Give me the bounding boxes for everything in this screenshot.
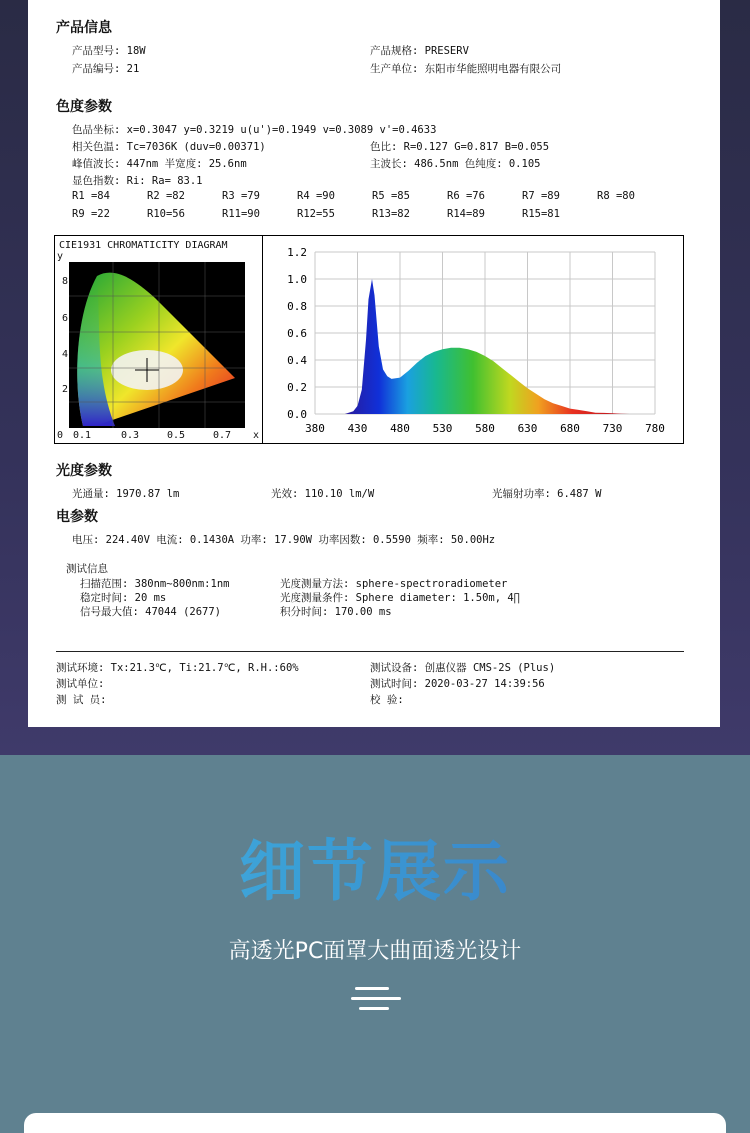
cie-x-tick: 0.1 bbox=[73, 430, 92, 441]
product-maker: 生产单位: 东阳市华能照明电器有限公司 bbox=[370, 63, 562, 75]
cri-value: R14=89 bbox=[447, 208, 485, 220]
x-tick-label: 380 bbox=[305, 422, 325, 435]
cie-x-tick: 0.5 bbox=[167, 430, 186, 441]
radiant-power: 光辐射功率: 6.487 W bbox=[492, 488, 602, 500]
test-report-sheet bbox=[28, 0, 720, 727]
product-model: 产品型号: 18W bbox=[72, 45, 146, 57]
chromaticity-coords: 色品坐标: x=0.3047 y=0.3219 u(u')=0.1949 v=0.3089 v'=0.4633 bbox=[72, 124, 437, 136]
y-tick-label: 0.8 bbox=[287, 300, 307, 313]
x-tick-label: 580 bbox=[475, 422, 495, 435]
cri-value: R2 =82 bbox=[147, 190, 185, 202]
test-info-title: 测试信息 bbox=[66, 563, 108, 575]
x-tick-label: 430 bbox=[347, 422, 368, 435]
cri-value: R1 =84 bbox=[72, 190, 110, 202]
product-info-title: 产品信息 bbox=[56, 20, 112, 36]
y-tick-label: 0.0 bbox=[287, 408, 307, 421]
color-ratio-line: 色比: R=0.127 G=0.817 B=0.055 bbox=[370, 141, 550, 153]
cie-x-axis-label: x bbox=[253, 430, 260, 441]
cct-line: 相关色温: Tc=7036K (duv=0.00371) bbox=[72, 141, 266, 153]
settle-time: 稳定时间: 20 ms bbox=[80, 592, 167, 604]
footer-divider bbox=[56, 651, 684, 652]
signal-max: 信号最大值: 47044 (2677) bbox=[80, 606, 222, 618]
cie-diagram bbox=[54, 235, 264, 444]
product-spec: 产品规格: PRESERV bbox=[370, 45, 469, 57]
cri-value: R6 =76 bbox=[447, 190, 485, 202]
cri-value: R9 =22 bbox=[72, 208, 110, 220]
cie-plot bbox=[55, 236, 263, 443]
checker: 校 验: bbox=[370, 694, 404, 706]
color-params-title: 色度参数 bbox=[56, 99, 112, 115]
scan-range: 扫描范围: 380nm~800nm:1nm bbox=[80, 578, 230, 590]
test-device: 测试设备: 创惠仪器 CMS-2S (Plus) bbox=[370, 662, 556, 674]
cri-value: R15=81 bbox=[522, 208, 560, 220]
cie-y-tick: 8 bbox=[62, 276, 69, 287]
dominant-wavelength-line: 主波长: 486.5nm 色纯度: 0.105 bbox=[370, 158, 541, 170]
cie-x-tick: 0.3 bbox=[121, 430, 140, 441]
detail-subtitle: 高透光PC面罩大曲面透光设计 bbox=[228, 939, 522, 964]
electrical-values: 电压: 224.40V 电流: 0.1430A 功率: 17.90W 功率因数: 0.5590 频率: 50.00Hz bbox=[72, 534, 496, 546]
spectrum-svg bbox=[263, 236, 683, 443]
test-unit: 测试单位: bbox=[56, 678, 105, 690]
y-tick-label: 1.0 bbox=[287, 273, 307, 286]
y-tick-label: 0.4 bbox=[287, 354, 307, 367]
cie-x-tick: 0 bbox=[57, 430, 64, 441]
cri-value: R11=90 bbox=[222, 208, 260, 220]
measure-method: 光度测量方法: sphere-spectroradiometer bbox=[280, 578, 508, 590]
cri-value: R12=55 bbox=[297, 208, 335, 220]
measure-condition: 光度测量条件: Sphere diameter: 1.50m, 4∏ bbox=[280, 592, 521, 604]
next-card-edge bbox=[24, 1113, 726, 1133]
cie-y-tick: 6 bbox=[62, 313, 69, 324]
luminous-flux: 光通量: 1970.87 lm bbox=[72, 488, 180, 500]
test-time: 测试时间: 2020-03-27 14:39:56 bbox=[370, 678, 545, 690]
product-number: 产品编号: 21 bbox=[72, 63, 140, 75]
detail-title: 细节展示 bbox=[0, 818, 750, 913]
cri-line: 显色指数: Ri: Ra= 83.1 bbox=[72, 175, 203, 187]
y-tick-label: 1.2 bbox=[287, 246, 307, 259]
test-staff: 测 试 员: bbox=[56, 694, 107, 706]
cie-x-tick: 0.7 bbox=[213, 430, 232, 441]
luminous-efficacy: 光效: 110.10 lm/W bbox=[271, 488, 375, 500]
cri-value: R3 =79 bbox=[222, 190, 260, 202]
cie-y-tick: 4 bbox=[62, 349, 69, 360]
cri-value: R13=82 bbox=[372, 208, 410, 220]
y-tick-label: 0.6 bbox=[287, 327, 307, 340]
cie-y-tick: 2 bbox=[62, 384, 69, 395]
x-tick-label: 680 bbox=[560, 422, 580, 435]
cie-y-axis-label: y bbox=[57, 251, 64, 262]
cri-value: R8 =80 bbox=[597, 190, 635, 202]
cri-value: R4 =90 bbox=[297, 190, 335, 202]
spectrum-chart bbox=[262, 235, 684, 444]
photometric-title: 光度参数 bbox=[56, 463, 112, 479]
peak-wavelength-line: 峰值波长: 447nm 半宽度: 25.6nm bbox=[72, 158, 247, 170]
menu-lines-icon bbox=[351, 985, 401, 1013]
electrical-title: 电参数 bbox=[56, 509, 98, 525]
test-environment: 测试环境: Tx:21.3℃, Ti:21.7℃, R.H.:60% bbox=[56, 662, 299, 674]
x-tick-label: 730 bbox=[602, 422, 623, 435]
spectrum-area bbox=[345, 279, 630, 414]
cri-value: R5 =85 bbox=[372, 190, 410, 202]
integration-time: 积分时间: 170.00 ms bbox=[280, 606, 392, 618]
cri-value: R7 =89 bbox=[522, 190, 560, 202]
x-tick-label: 480 bbox=[390, 422, 410, 435]
x-tick-label: 780 bbox=[645, 422, 665, 435]
x-tick-label: 530 bbox=[432, 422, 453, 435]
cie-title: CIE1931 CHROMATICITY DIAGRAM bbox=[59, 240, 228, 251]
y-tick-label: 0.2 bbox=[287, 381, 307, 394]
x-tick-label: 630 bbox=[517, 422, 538, 435]
cri-value: R10=56 bbox=[147, 208, 185, 220]
